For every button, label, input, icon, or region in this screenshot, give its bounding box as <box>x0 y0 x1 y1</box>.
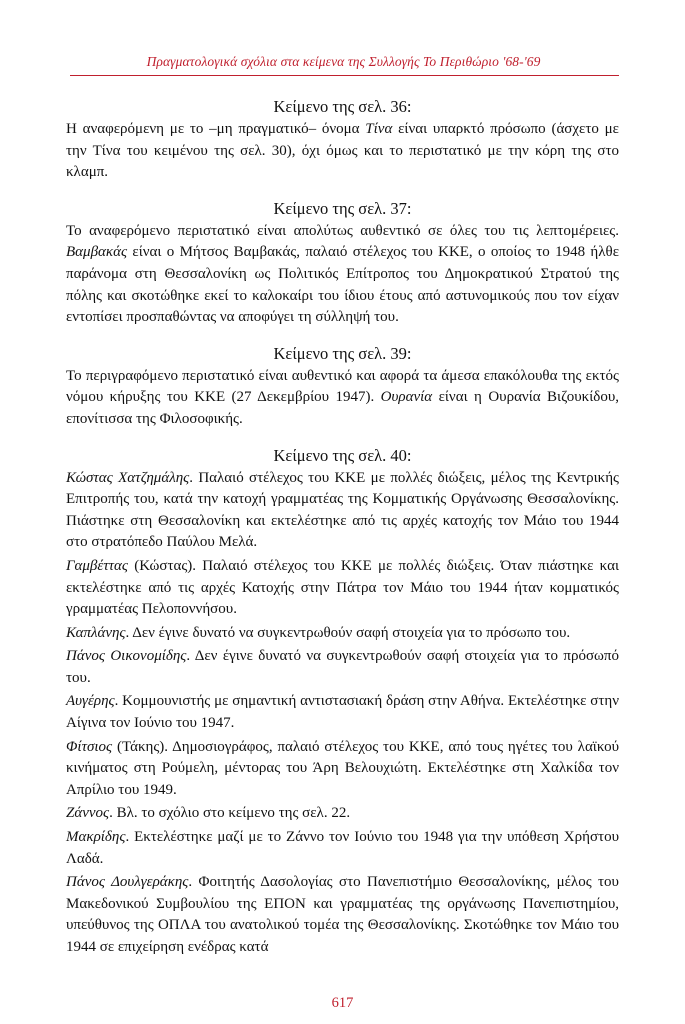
section-heading: Κείμενο της σελ. 39: <box>273 343 412 363</box>
person-name: Κώστας Χατζημάλης <box>66 469 190 486</box>
note-text: Η αναφερόμενη με το –μη πραγματικό– όνομα <box>66 121 366 137</box>
note-paragraph <box>66 119 619 184</box>
person-text: . Παλαιό στέλεχος του ΚΚΕ με πολλές διώξεις, μέλος της Κεντρικής Επιτροπής του, κατά την κατοχή γραμματέας της Κομματικής Οργάνωσης Θεσσαλονίκης. Πιάστηκε στη Θεσσαλονίκη και εκτελέστηκε από τις αρχές κατοχής τον Μάιο του 1944 στο στρατόπεδο Παύλου Μελά. <box>66 469 620 551</box>
person-name: Αυγέρης <box>66 693 115 710</box>
note-text: Το αναφερόμενο περιστατικό είναι απολύτως αυθεντικό σε όλες του τις λεπτομέρειες. <box>66 222 619 239</box>
person-entry <box>66 872 619 958</box>
note-paragraph <box>66 366 619 431</box>
person-name: Φίτσιος <box>66 738 113 755</box>
note-text: είναι ο Μήτσος Βαμβακάς, παλαιό στέλεχος του ΚΚΕ, ο οποίος το 1948 ήλθε παράνομα στη Θεσσαλονίκη ως Πολιτικός Επίτροπος του Δημοκρατικού Στρατού της πόλης και σκοτώθηκε εκεί το καλοκαίρι του ίδιου έτους από αστυνομικούς που τον είχαν εντοπίσει προσπαθώντας να αποφύγει τη σύλληψή του. <box>66 244 619 326</box>
note-section-p37 <box>66 198 619 329</box>
person-name: Πάνος Οικονομίδης <box>66 648 187 665</box>
person-text: . Δεν έγινε δυνατό να συγκεντρωθούν σαφή στοιχεία για το πρόσωπο του. <box>125 624 571 641</box>
person-text: . Εκτελέστηκε μαζί με το Ζάννο τον Ιούνιο του 1948 για την υπόθεση Χρήστου Λαδά. <box>66 829 619 867</box>
person-name: Πάνος Δουλγεράκης <box>66 874 189 891</box>
note-italic-name: Βαμβακάς <box>66 244 128 261</box>
running-head-rule <box>70 75 619 76</box>
person-name: Γαμβέττας <box>66 557 129 574</box>
person-entry <box>66 827 619 870</box>
person-text: . Δεν έγινε δυνατό να συγκεντρωθούν σαφή στοιχεία για το πρόσωπό του. <box>66 648 619 686</box>
person-text: . Φοιτητής Δασολογίας στο Πανεπιστήμιο Θεσσαλονίκης, μέλος του Μακεδονικού Συμβουλίου της ΕΠΟΝ και γραμματέας της οργάνωσης Πανεπιστημίου, υπεύθυνος της ΟΠΛΑ του ανατολικού τομέα της Θεσσαλονίκης. Σκοτώθηκε τον Μάιο του 1944 σε επιχείρηση ενέδρας κατά <box>66 874 619 955</box>
person-entry <box>66 691 619 734</box>
person-name: Ζάννος <box>66 805 110 822</box>
page-body <box>66 96 619 959</box>
running-head-text: Πραγματολογικά σχόλια στα κείμενα της Συλλογής <box>146 54 424 69</box>
running-head-work-title: Το Περιθώριο '68-'69 <box>423 54 541 69</box>
section-heading: Κείμενο της σελ. 40: <box>273 445 412 465</box>
note-section-p40 <box>66 445 619 959</box>
note-text: Το περιγραφόμενο περιστατικό είναι αυθεντικό και αφορά τα άμεσα επακόλουθα της εκτός νόμου κήρυξης του ΚΚΕ (27 Δεκεμβρίου 1947). <box>66 367 619 406</box>
note-italic-name: Ουρανία <box>380 389 433 406</box>
page-number: 617 <box>331 995 354 1011</box>
note-italic-name: Τίνα <box>365 121 393 137</box>
note-section-p39 <box>66 343 619 431</box>
person-text: (Τάκης). Δημοσιογράφος, παλαιό στέλεχος του ΚΚΕ, από τους ηγέτες του λαϊκού κινήματος στη Ρούμελη, μέντορας του Άρη Βελουχιώτη. Εκτελέστηκε στη Χαλκίδα τον Απρίλιο του 1949. <box>66 738 619 798</box>
person-entry <box>66 646 619 689</box>
person-name: Μακρίδης <box>66 829 126 846</box>
person-entry <box>66 468 619 554</box>
section-heading: Κείμενο της σελ. 37: <box>273 198 412 218</box>
person-name: Καπλάνης <box>66 624 126 641</box>
person-text: . Βλ. το σχόλιο στο κείμενο της σελ. 22. <box>109 805 351 822</box>
note-section-p36 <box>66 96 619 184</box>
note-text: είναι υπαρκτό πρόσωπο (άσχετο με την Τίνα του κειμένου της σελ. 30), όχι όμως και το περιστατικό με την κόρη της στο κλαμπ. <box>66 121 619 181</box>
person-entry <box>66 623 619 645</box>
person-entry <box>66 803 619 825</box>
person-text: (Κώστας). Παλαιό στέλεχος του ΚΚΕ με πολλές διώξεις. Όταν πιάστηκε και εκτελέστηκε από τις αρχές Κατοχής στην Πάτρα τον Μάιο του 1944 ήταν κομματικός γραμματέας Πελοποννήσου. <box>66 557 619 618</box>
section-heading: Κείμενο της σελ. 36: <box>273 97 412 116</box>
person-text: . Κομμουνιστής με σημαντική αντιστασιακή δράση στην Αθήνα. Εκτελέστηκε στην Αίγινα τον Ιούνιο του 1947. <box>66 693 619 732</box>
note-paragraph <box>66 221 619 329</box>
note-text: είναι η Ουρανία Βιζουκίδου, επονίτισσα της Φιλοσοφικής. <box>66 389 619 427</box>
running-head <box>68 54 619 70</box>
person-entry <box>66 737 619 802</box>
person-entry <box>66 556 619 621</box>
